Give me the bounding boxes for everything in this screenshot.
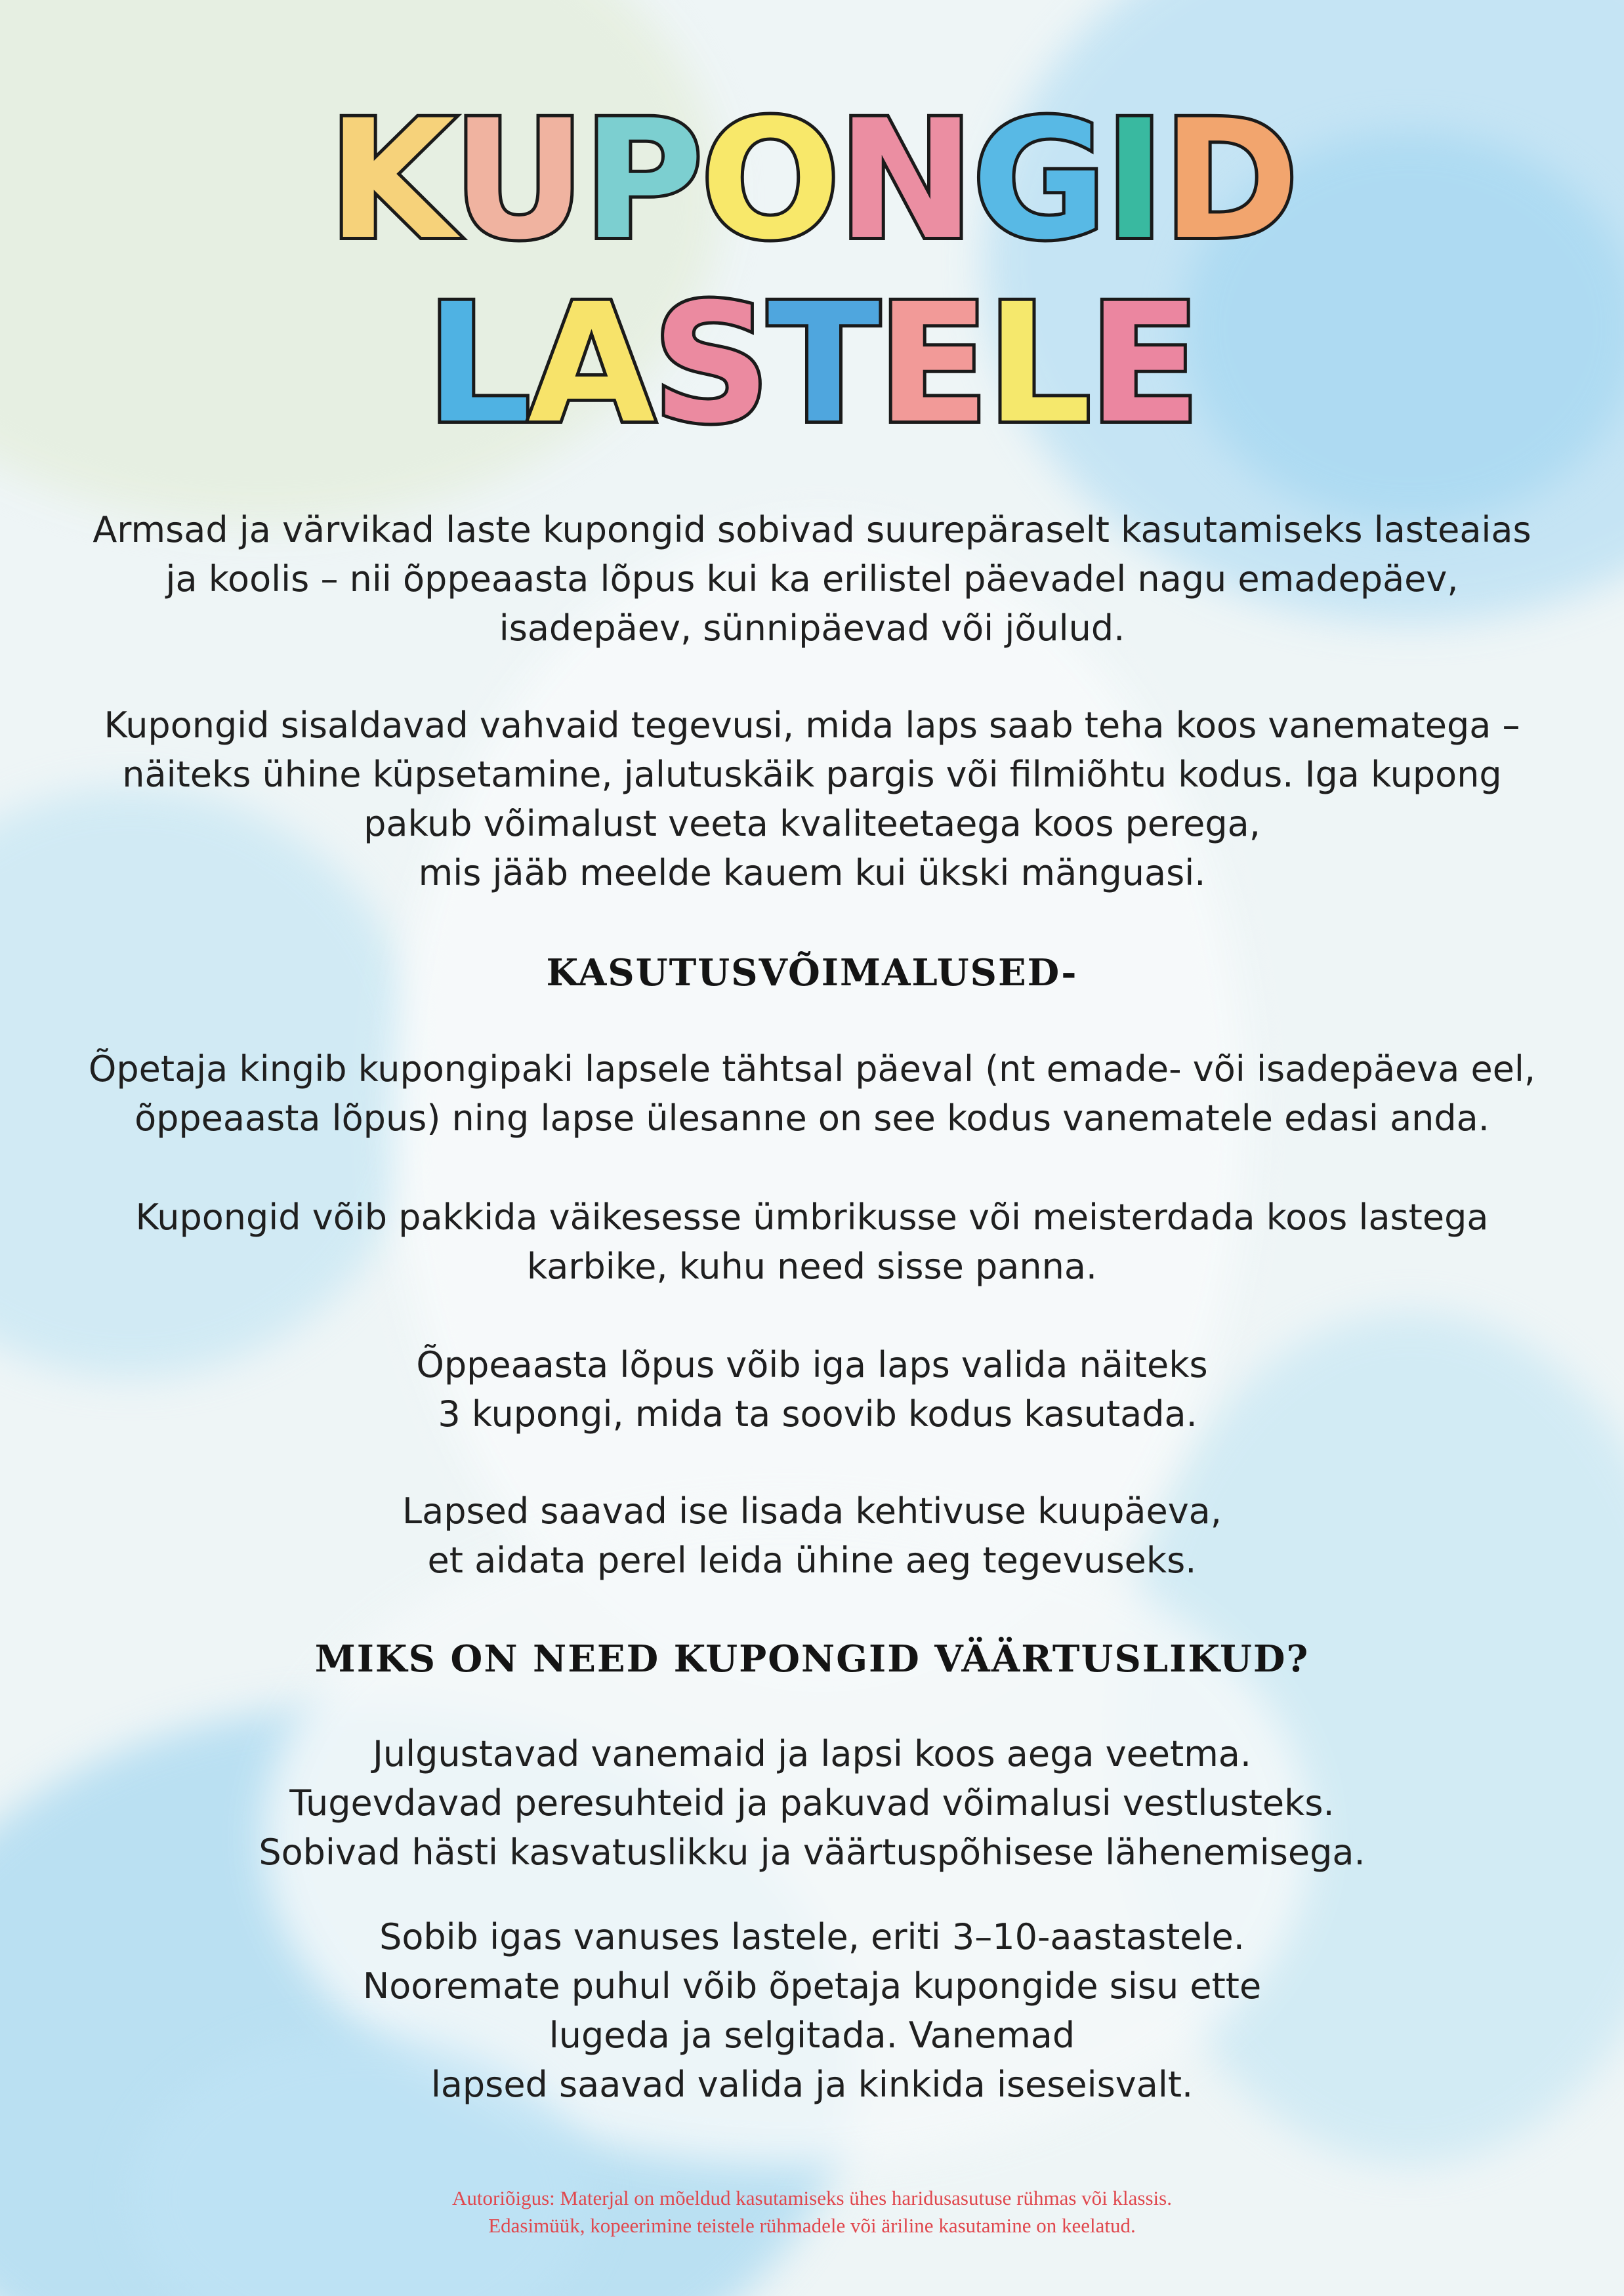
title-letter: I (1104, 85, 1163, 276)
uses-paragraph-1 (0, 1044, 1624, 1143)
intro-p2-line: Kupongid sisaldavad vahvaid tegevusi, mida laps saab teha koos vanematega – (104, 705, 1520, 746)
intro-paragraph-1 (0, 505, 1624, 653)
why-p2-line: lapsed saavad valida ja kinkida iseseisvalt. (430, 2064, 1194, 2105)
title-letter: E (877, 268, 987, 459)
uses-paragraph-3 (0, 1340, 1624, 1439)
title-letter: A (528, 268, 653, 459)
title-letter: K (327, 85, 453, 276)
title-letter: L (986, 268, 1089, 459)
title-letter: E (1088, 268, 1198, 459)
uses-paragraph-2 (0, 1193, 1624, 1291)
why-p1-line: Tugevdavad peresuhteid ja pakuvad võimalusi vestlusteks. (289, 1782, 1335, 1824)
why-p2-line: Nooremate puhul võib õpetaja kupongide sisu ette (362, 1965, 1262, 2007)
uses-p4-line: Lapsed saavad ise lisada kehtivuse kuupäeva, (402, 1490, 1222, 1532)
copyright-notice (0, 2184, 1624, 2240)
intro-paragraph-2 (0, 701, 1624, 897)
uses-p2-line: karbike, kuhu need sisse panna. (526, 1246, 1098, 1287)
why-p2-line: Sobib igas vanuses lastele, eriti 3–10-aastastele. (379, 1916, 1245, 1958)
uses-p3-line: 3 kupongi, mida ta soovib kodus kasutada. (427, 1393, 1197, 1435)
uses-p3-line: Õppeaasta lõpus võib iga laps valida näiteks (416, 1344, 1208, 1385)
uses-paragraph-4 (0, 1486, 1624, 1585)
title-letter: N (837, 85, 972, 276)
intro-p2-line: näiteks ühine küpsetamine, jalutuskäik pargis või filmiõhtu kodus. Iga kupong (122, 754, 1502, 795)
copyright-line: Autoriõigus: Materjal on mõeldud kasutamiseks ühes haridusasutuse rühmas või klassis. (452, 2186, 1172, 2209)
copyright-line: Edasimüük, kopeerimine teistele rühmadele või äriline kasutamine on keelatud. (488, 2214, 1136, 2237)
why-p2-line: lugeda ja selgitada. Vanemad (549, 2015, 1075, 2056)
intro-p1-line: isadepäev, sünnipäevad või jõulud. (499, 607, 1125, 649)
why-p1-line: Julgustavad vanemaid ja lapsi koos aega veetma. (372, 1733, 1252, 1774)
title-line-1 (0, 85, 1624, 276)
why-paragraph-2 (0, 1912, 1624, 2109)
uses-p1-line: õppeaasta lõpus) ning lapse ülesanne on see kodus vanematele edasi anda. (135, 1097, 1489, 1139)
title-letter: O (700, 85, 838, 276)
uses-p4-line: et aidata perel leida ühine aeg tegevuseks. (427, 1540, 1197, 1581)
uses-p2-line: Kupongid võib pakkida väikesesse ümbrikusse või meisterdada koos lastega (135, 1197, 1489, 1238)
intro-p1-line: ja koolis – nii õppeaasta lõpus kui ka erilistel päevadel nagu emadepäev, (165, 558, 1459, 600)
intro-p2-line: mis jääb meelde kauem kui ükski mänguasi. (418, 852, 1206, 893)
section-heading-why: MIKS ON NEED KUPONGID VÄÄRTUSLIKUD? (314, 1637, 1310, 1681)
title-line-2 (0, 268, 1624, 459)
why-p1-line: Sobivad hästi kasvatuslikku ja väärtuspõhisese lähenemisega. (259, 1832, 1365, 1873)
intro-p1-line: Armsad ja värvikad laste kupongid sobivad suurepäraselt kasutamiseks lasteaias (93, 509, 1531, 550)
title-letter: S (652, 268, 768, 459)
uses-p1-line: Õpetaja kingib kupongipaki lapsele tähtsal päeval (nt emade- või isadepäeva eel, (88, 1048, 1536, 1090)
title-letter: L (426, 268, 528, 459)
title-letter: D (1162, 85, 1297, 276)
title-letter: P (583, 85, 701, 276)
why-paragraph-1 (0, 1729, 1624, 1877)
title-letter: U (452, 85, 583, 276)
section-heading-uses: KASUTUSVÕIMALUSED- (546, 951, 1078, 994)
intro-p2-line: pakub võimalust veeta kvaliteetaega koos perega, (364, 803, 1260, 844)
title-letter: G (972, 85, 1104, 276)
title-letter: T (768, 268, 877, 459)
